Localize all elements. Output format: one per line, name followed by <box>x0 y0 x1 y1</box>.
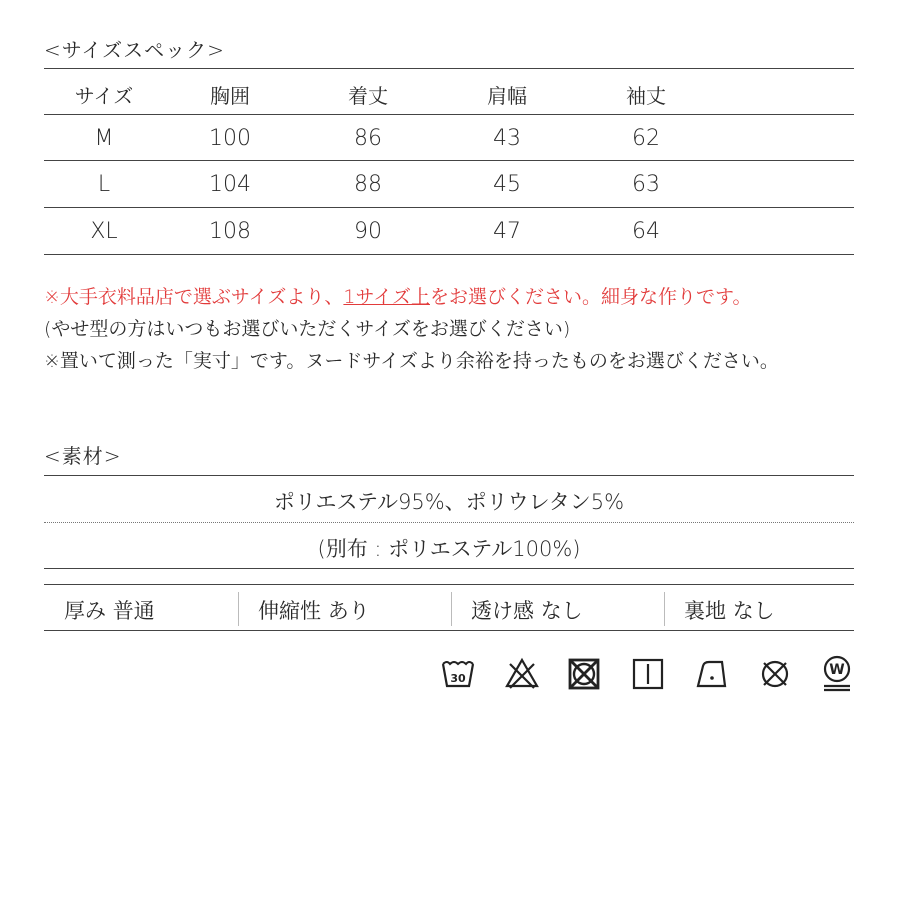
header-size: サイズ <box>74 84 134 108</box>
iron-low-icon <box>694 652 728 692</box>
property-label: 透け感 <box>471 599 534 623</box>
material-bottom-border <box>44 568 854 569</box>
property-lining <box>684 595 775 625</box>
cell-shoulder: 43 <box>493 126 521 151</box>
note-emphasis: 1サイズ上 <box>343 286 430 308</box>
size-note-slim: (やせ型の方はいつもお選びいただくサイズをお選びください) <box>44 318 571 340</box>
material-main: ポリエステル95%、ポリウレタン5% <box>273 490 625 514</box>
note-text: をお選びください。細身な作りです。 <box>429 286 752 308</box>
property-separator <box>238 592 239 626</box>
property-separator <box>451 592 452 626</box>
property-label: 厚み <box>64 599 106 623</box>
table-divider <box>44 114 854 115</box>
header-chest: 胸囲 <box>210 84 250 108</box>
material-top-border <box>44 475 854 476</box>
properties-bottom-border <box>44 630 854 631</box>
material-sub: (別布 : ポリエステル100%) <box>317 537 581 561</box>
header-shoulder: 肩幅 <box>487 84 527 108</box>
property-separator <box>664 592 665 626</box>
size-note-measure: ※置いて測った「実寸」です。ヌードサイズより余裕を持ったものをお選びください。 <box>44 350 779 372</box>
cell-shoulder: 47 <box>493 219 521 244</box>
property-stretch <box>258 595 370 625</box>
cell-size: L <box>97 172 111 197</box>
cell-chest: 108 <box>209 219 251 244</box>
wash-30-icon <box>441 652 475 692</box>
table-divider <box>44 160 854 161</box>
property-sheerness <box>471 595 583 625</box>
cell-size: XL <box>90 219 118 244</box>
cell-length: 86 <box>354 126 382 151</box>
no-bleach-icon <box>505 652 539 692</box>
property-value: なし <box>540 599 583 623</box>
size-spec-title: <サイズスペック> <box>44 38 225 62</box>
property-label: 裏地 <box>684 599 726 623</box>
wet-clean-letter: W <box>829 662 845 678</box>
material-title: <素材> <box>44 444 122 468</box>
table-top-border <box>44 68 854 69</box>
no-dry-clean-icon <box>758 652 792 692</box>
cell-shoulder: 45 <box>493 172 521 197</box>
header-sleeve: 袖丈 <box>626 84 666 108</box>
cell-chest: 100 <box>209 126 251 151</box>
properties-top-border <box>44 584 854 585</box>
cell-length: 88 <box>354 172 382 197</box>
wash-temp: 30 <box>450 672 466 685</box>
line-dry-icon <box>631 652 665 692</box>
size-note-red <box>44 282 751 309</box>
cell-sleeve: 63 <box>632 172 660 197</box>
cell-chest: 104 <box>209 172 251 197</box>
no-tumble-dry-icon <box>567 652 601 692</box>
header-length: 着丈 <box>348 84 388 108</box>
property-value: 普通 <box>112 599 155 623</box>
note-text: ※大手衣料品店で選ぶサイズより、 <box>44 286 344 308</box>
property-value: なし <box>732 599 775 623</box>
cell-length: 90 <box>354 219 382 244</box>
wet-clean-icon <box>820 652 854 692</box>
cell-sleeve: 62 <box>632 126 660 151</box>
cell-size: M <box>94 126 114 151</box>
table-divider <box>44 207 854 208</box>
property-value: あり <box>327 599 370 623</box>
property-label: 伸縮性 <box>258 599 321 623</box>
cell-sleeve: 64 <box>632 219 660 244</box>
property-thickness <box>64 595 155 625</box>
material-divider <box>44 522 854 523</box>
table-bottom-border <box>44 254 854 255</box>
